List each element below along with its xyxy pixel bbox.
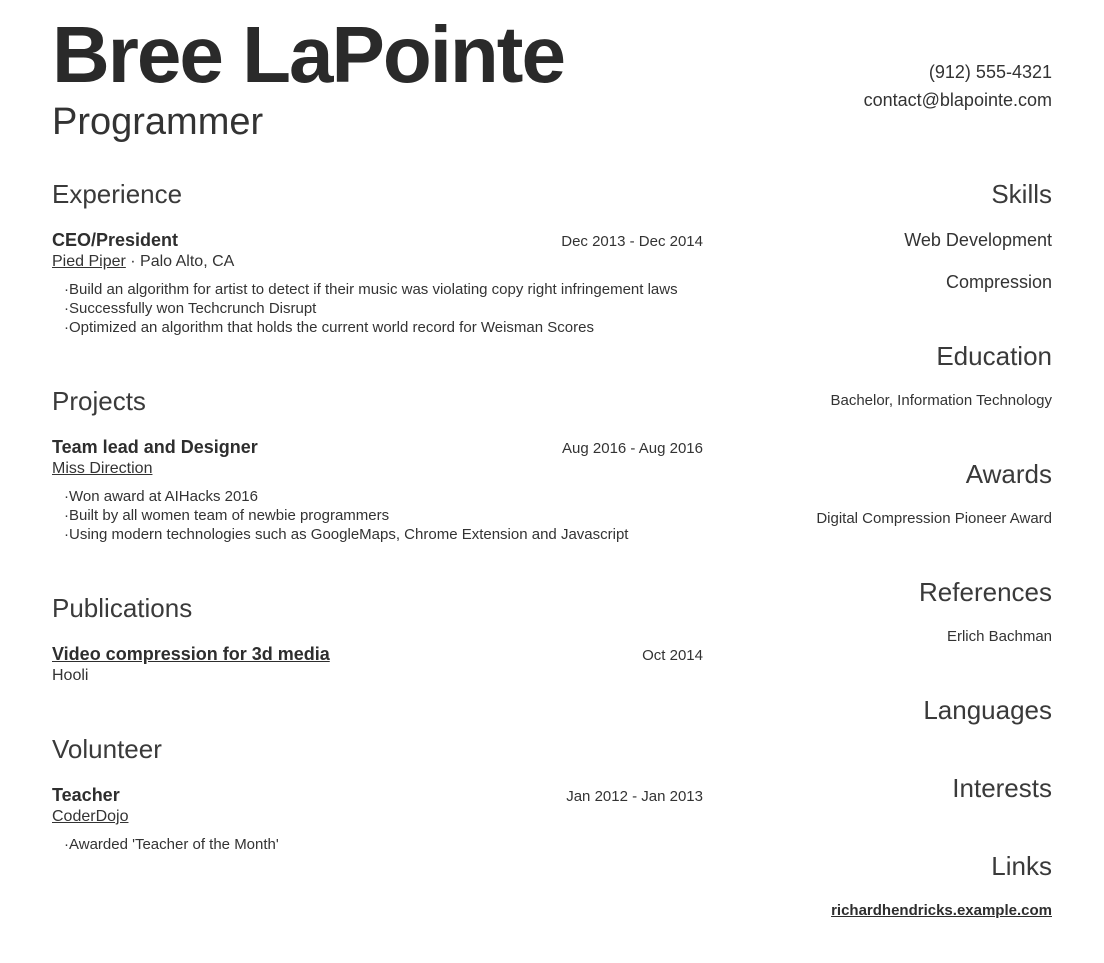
section-experience xyxy=(52,180,703,337)
main-column xyxy=(52,180,703,920)
role-subtitle: Programmer xyxy=(52,101,264,143)
publication-title-link[interactable]: Video compression for 3d media xyxy=(52,644,330,664)
entry-org-line xyxy=(52,459,703,478)
skill-item: Web Development xyxy=(904,230,1052,250)
section-projects xyxy=(52,387,703,544)
entry-head xyxy=(52,437,703,459)
sidebar-section-awards xyxy=(703,460,1052,528)
section-heading: Interests xyxy=(952,773,1052,803)
contact-block xyxy=(864,58,1052,114)
sidebar-column xyxy=(703,180,1052,920)
section-heading: References xyxy=(919,577,1052,607)
section-volunteer xyxy=(52,735,703,854)
entry-head xyxy=(52,230,703,252)
org-link[interactable]: CoderDojo xyxy=(52,808,129,825)
bullet-list xyxy=(52,280,703,337)
publisher-name: Hooli xyxy=(52,667,89,684)
sidebar-section-references xyxy=(703,578,1052,646)
bullet-item: · Build an algorithm for artist to detect if their music was violating copy right infringement laws xyxy=(64,280,703,299)
phone-number: (912) 555-4321 xyxy=(928,62,1052,82)
entry-dates: Dec 2013 - Dec 2014 xyxy=(561,233,703,250)
section-heading: Education xyxy=(936,341,1052,371)
section-heading: Publications xyxy=(52,593,193,623)
content-columns xyxy=(52,180,1052,920)
header xyxy=(52,10,1052,143)
education-item: Bachelor, Information Technology xyxy=(830,392,1052,409)
entry-dates: Aug 2016 - Aug 2016 xyxy=(562,440,703,457)
experience-entry xyxy=(52,230,703,337)
section-heading: Volunteer xyxy=(52,734,162,764)
header-identity xyxy=(52,10,564,143)
links-item-wrap xyxy=(703,902,1052,920)
entry-dates: Oct 2014 xyxy=(642,647,703,664)
sidebar-section-links xyxy=(703,852,1052,920)
bullet-item: · Built by all women team of newbie programmers xyxy=(64,506,703,525)
entry-dates: Jan 2012 - Jan 2013 xyxy=(566,788,703,805)
sidebar-section-education xyxy=(703,342,1052,410)
bullet-list xyxy=(52,835,703,854)
section-heading: Projects xyxy=(52,386,146,416)
entry-head xyxy=(52,644,703,666)
entry-title: Team lead and Designer xyxy=(52,437,258,457)
sidebar-section-interests xyxy=(703,774,1052,802)
skill-item: Compression xyxy=(945,272,1052,292)
award-item: Digital Compression Pioneer Award xyxy=(816,510,1052,527)
sidebar-section-skills xyxy=(703,180,1052,292)
org-link[interactable]: Pied Piper xyxy=(52,253,126,270)
reference-item: Erlich Bachman xyxy=(946,628,1052,645)
section-publications xyxy=(52,594,703,685)
bullet-item: · Optimized an algorithm that holds the current world record for Weisman Scores xyxy=(64,318,703,337)
entry-org-line xyxy=(52,807,703,826)
bullet-item: · Awarded 'Teacher of the Month' xyxy=(64,835,703,854)
org-link[interactable]: Miss Direction xyxy=(52,460,153,477)
volunteer-entry xyxy=(52,785,703,854)
bullet-list xyxy=(52,487,703,544)
section-heading: Languages xyxy=(923,695,1052,725)
org-location: · Palo Alto, CA xyxy=(125,253,235,270)
website-link[interactable]: richardhendricks.example.com xyxy=(831,902,1052,919)
page-title: Bree LaPointe xyxy=(52,10,564,99)
email-address: contact@blapointe.com xyxy=(863,90,1052,110)
project-entry xyxy=(52,437,703,544)
section-heading: Experience xyxy=(52,179,183,209)
sidebar-section-languages xyxy=(703,696,1052,724)
entry-org-line xyxy=(52,252,703,271)
section-heading: Skills xyxy=(991,179,1052,209)
bullet-item: · Using modern technologies such as GoogleMaps, Chrome Extension and Javascript xyxy=(64,525,703,544)
bullet-item: · Won award at AIHacks 2016 xyxy=(64,487,703,506)
entry-title: Teacher xyxy=(52,785,120,805)
entry-title: CEO/President xyxy=(52,230,179,250)
section-heading: Awards xyxy=(965,459,1052,489)
section-heading: Links xyxy=(991,851,1052,881)
entry-head xyxy=(52,785,703,807)
bullet-item: · Successfully won Techcrunch Disrupt xyxy=(64,299,703,318)
publication-entry xyxy=(52,644,703,685)
